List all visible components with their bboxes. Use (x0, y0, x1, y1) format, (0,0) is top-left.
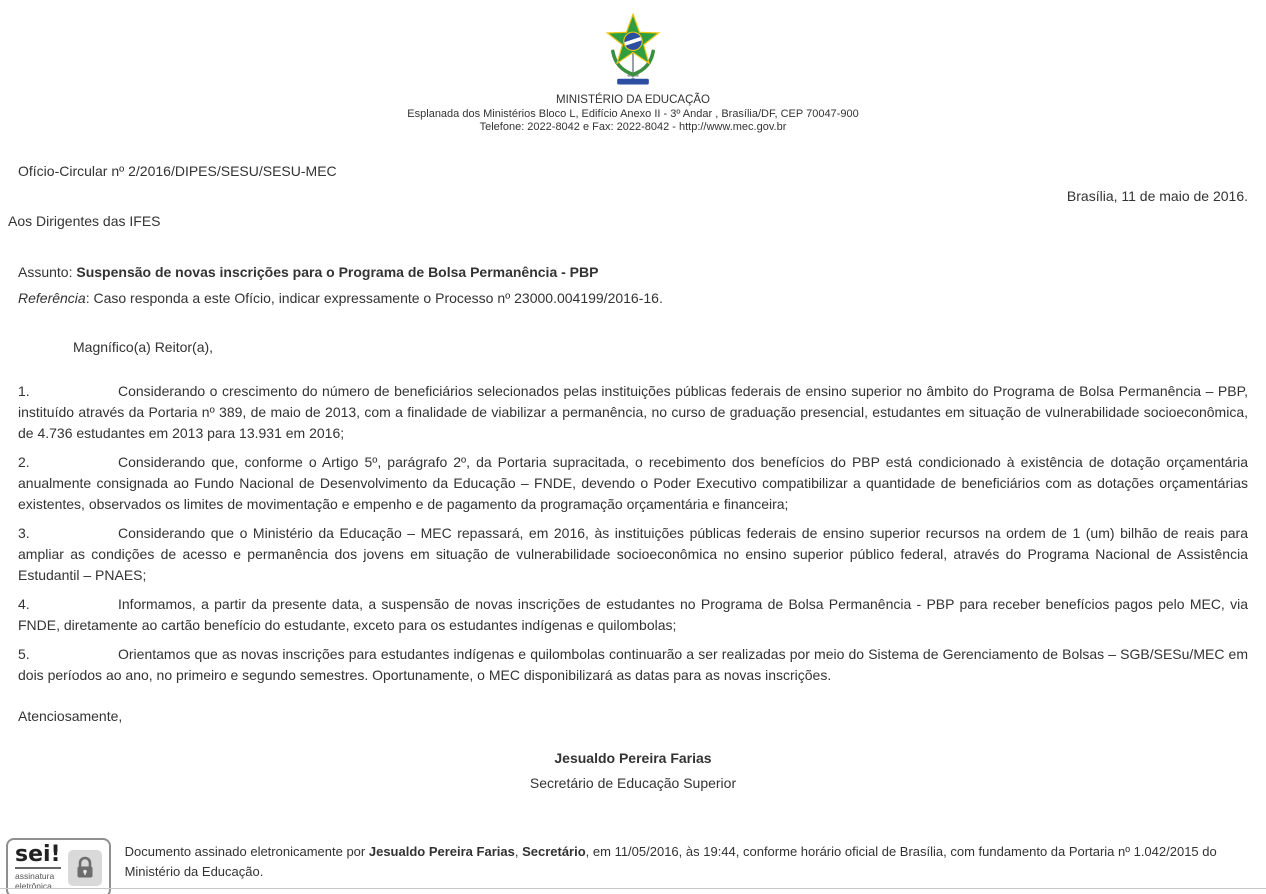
paragraph-3-text: Considerando que o Ministério da Educação – MEC repassará, em 2016, às instituições públicas federais de ensino superior recursos na ordem de 1 (um) bilhão de reais para ampliar as condições de acesso e permanência dos jovens em situação de vulnerabilidade socioeconômica no ensino superior público federal, através do Programa Nacional de Assistência Estudantil – PNAES; (18, 525, 1248, 583)
electronic-signature-footer (6, 838, 1260, 894)
paragraph-5-text: Orientamos que as novas inscrições para estudantes indígenas e quilombolas continuarão a ser realizadas por meio do Sistema de Gerenciamento de Bolsas – SGB/SESu/MEC em dois períodos ao ano, no primeiro e segundo semestres. Oportunamente, o MEC disponibilizará as datas para as novas inscrições. (18, 646, 1248, 683)
date-line: Brasília, 11 de maio de 2016. (1066, 188, 1248, 204)
paragraph-4-number: 4. (18, 596, 30, 612)
paragraph-3-number: 3. (18, 525, 30, 541)
ministry-name: MINISTÉRIO DA EDUCAÇÃO (556, 94, 710, 106)
subject-line (18, 264, 1248, 280)
paragraph-2-text: Considerando que, conforme o Artigo 5º, parágrafo 2º, da Portaria supracitada, o recebimento dos benefícios do PBP está condicionado à existência de dotação orçamentária anualmente consignada ao Fundo Nacional de Desenvolvimento da Educação – FNDE, devendo o Poder Executivo compatibilizar a quantidade de beneficiários com as dotações orçamentárias existentes, observados os limites de movimentação e empenho e de pagamento da programação orçamentária e financeira; (18, 454, 1248, 512)
reference-line (18, 290, 1248, 306)
paragraph-5 (18, 644, 1248, 686)
subject-label: Assunto: (18, 264, 77, 280)
addressee-line: Aos Dirigentes das IFES (8, 213, 161, 229)
signer-name: Jesualdo Pereira Farias (554, 750, 712, 766)
paragraph-4 (18, 594, 1248, 636)
statement-separator: , (514, 844, 523, 859)
sei-subtitle-line2: eletrônica (15, 880, 52, 891)
reference-text: : Caso responda a este Ofício, indicar expressamente o Processo nº 23000.004199/2016-16. (85, 290, 663, 306)
paragraph-1 (18, 381, 1248, 444)
paragraph-1-text: Considerando o crescimento do número de beneficiários selecionados pelas instituições públicas federais de ensino superior no âmbito do Programa de Bolsa Permanência – PBP, instituído através da Portaria nº 389, de maio de 2013, com a finalidade de viabilizar a permanência, no curso de graduação presencial, estudantes em situação de vulnerabilidade socioeconômica, de 4.736 estudantes em 2013 para 13.931 em 2016; (18, 383, 1248, 441)
bottom-divider (0, 888, 1266, 889)
reference-label: Referência (18, 290, 86, 306)
statement-part1: Documento assinado eletronicamente por (124, 844, 369, 859)
closing-line: Atenciosamente, (18, 708, 123, 724)
paragraph-5-number: 5. (18, 646, 30, 662)
brazil-coat-of-arms-icon (597, 8, 669, 89)
padlock-icon (68, 850, 102, 886)
sei-logo-text (15, 844, 61, 892)
paragraph-2-number: 2. (18, 454, 30, 470)
sei-wordmark: sei! (15, 842, 61, 867)
statement-signer-role: Secretário (522, 844, 586, 859)
ministry-address: Esplanada dos Ministérios Bloco L, Edifício Anexo II - 3º Andar , Brasília/DF, CEP 70047-900 (407, 108, 859, 120)
signer-title: Secretário de Educação Superior (529, 775, 737, 791)
paragraph-2 (18, 452, 1248, 515)
letter-body (0, 163, 1266, 791)
letterhead (0, 0, 1266, 133)
paragraph-4-text: Informamos, a partir da presente data, a suspensão de novas inscrições de estudantes no Programa de Bolsa Permanência - PBP para receber benefícios pagos pelo MEC, via FNDE, diretamente ao cartão benefício do estudante, exceto para os estudantes indígenas e quilombolas; (18, 596, 1248, 633)
paragraph-3 (18, 523, 1248, 586)
ministry-contact: Telefone: 2022-8042 e Fax: 2022-8042 - http://www.mec.gov.br (479, 121, 787, 133)
sei-subtitle-line1: assinatura (15, 871, 55, 881)
statement-part2: , em 11/05/2016, às 19:44, conforme horário oficial de Brasília, com fundamento da Portaria nº 1.042/2015 do Ministério da Educação. (124, 844, 1217, 880)
numbered-paragraphs (18, 381, 1248, 686)
statement-signer-name: Jesualdo Pereira Farias (368, 844, 515, 859)
paragraph-1-number: 1. (18, 383, 30, 399)
sei-logo (6, 838, 111, 894)
salutation: Magnífico(a) Reitor(a), (73, 339, 214, 355)
document-number: Ofício-Circular nº 2/2016/DIPES/SESU/SESU-MEC (18, 163, 337, 179)
subject-text: Suspensão de novas inscrições para o Programa de Bolsa Permanência - PBP (76, 264, 599, 280)
signature-statement (125, 838, 1260, 882)
